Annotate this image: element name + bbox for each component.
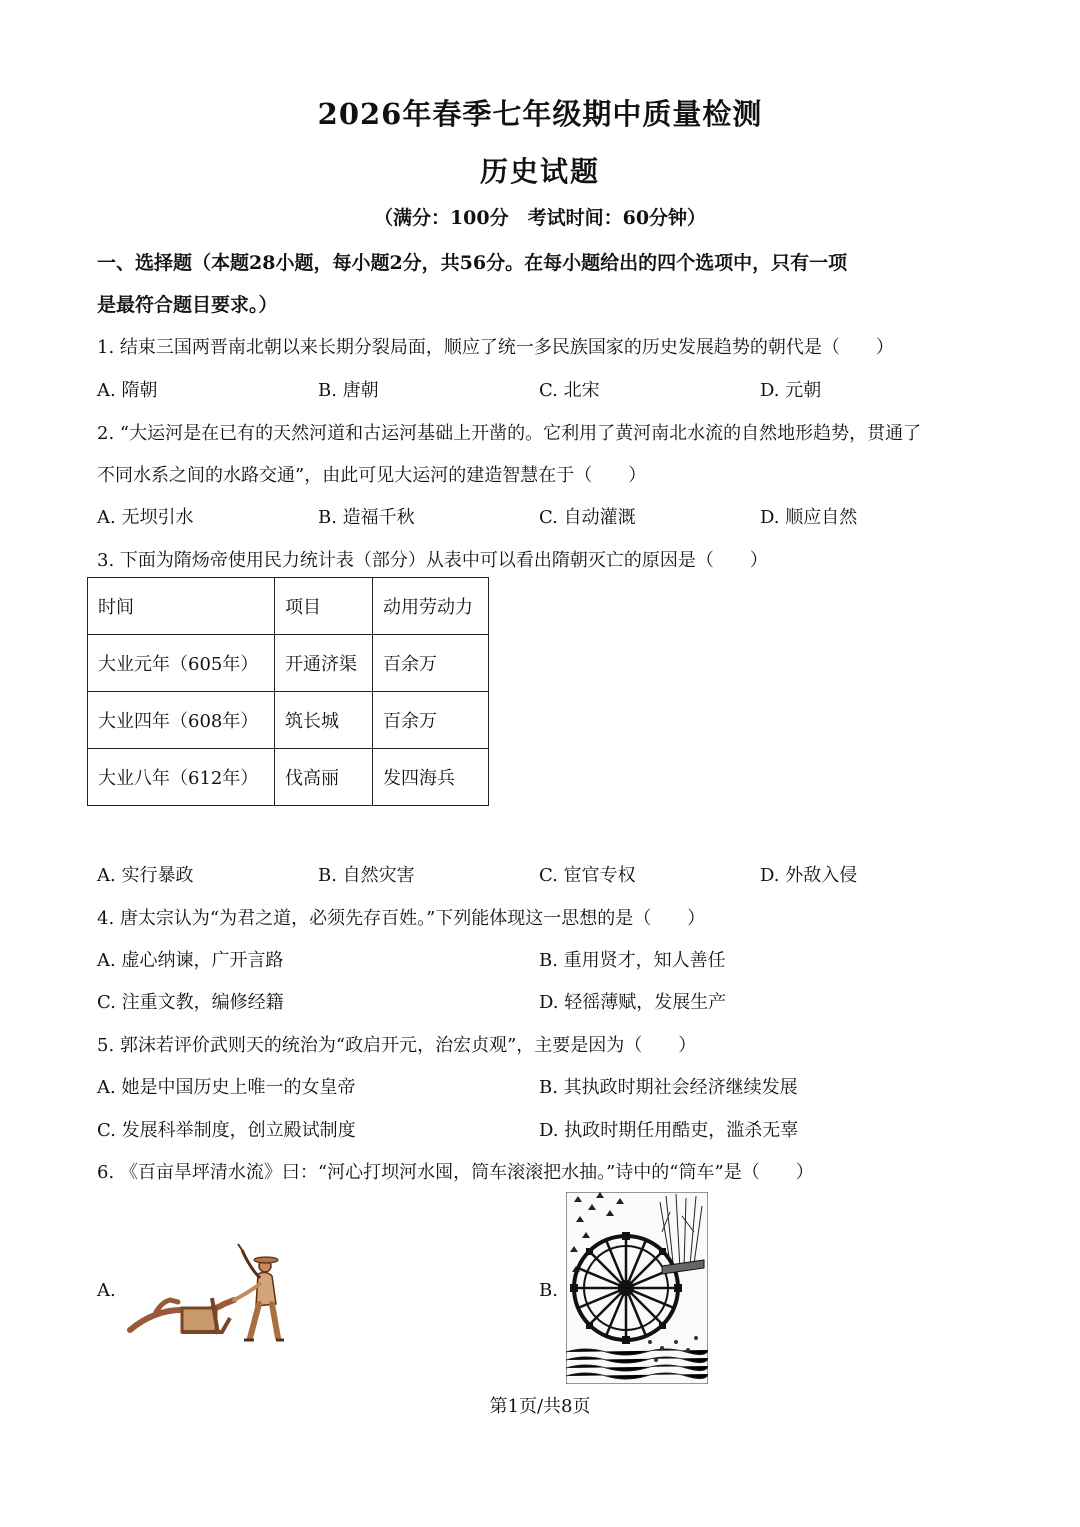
q3-option-c[interactable]: C. 宦官专权	[539, 865, 636, 886]
q6-option-a[interactable]: A.	[97, 1280, 116, 1301]
q2-option-a[interactable]: A. 无坝引水	[97, 507, 194, 528]
q4-option-c[interactable]: C. 注重文教，编修经籍	[97, 992, 284, 1013]
question-4-stem: 4. 唐太宗认为“为君之道，必须先存百姓。”下列能体现这一思想的是（ ）	[97, 908, 706, 929]
table-row	[88, 635, 489, 692]
table-cell: 大业元年（605年）	[88, 635, 275, 692]
question-6-stem: 6. 《百亩旱坪清水流》曰：“河心打坝河水囤，筒车滚滚把水抽。”诗中的“筒车”是（ ）	[97, 1162, 814, 1183]
table-header-row	[88, 578, 489, 635]
q2-option-b[interactable]: B. 造福千秋	[318, 507, 415, 528]
q1-option-d[interactable]: D. 元朝	[760, 380, 822, 401]
table-row	[88, 749, 489, 806]
section-heading-line1: 一、选择题（本题28小题，每小题2分，共56分。在每小题给出的四个选项中，只有一项	[97, 252, 848, 274]
table-header-cell: 动用劳动力	[373, 578, 489, 635]
table-cell: 百余万	[373, 635, 489, 692]
table-cell: 开通济渠	[275, 635, 373, 692]
labor-statistics-table	[87, 577, 489, 806]
table-header-cell: 项目	[275, 578, 373, 635]
q6-option-b[interactable]: B.	[539, 1280, 558, 1301]
q5-option-c[interactable]: C. 发展科举制度，创立殿试制度	[97, 1120, 356, 1141]
question-2-stem-line1: 2. “大运河是在已有的天然河道和古运河基础上开凿的。它利用了黄河南北水流的自然地形趋势，贯通了	[97, 423, 922, 444]
subject-title: 历史试题	[479, 155, 600, 188]
page-footer: 第1页/共8页	[489, 1396, 591, 1417]
table-header-cell: 时间	[88, 578, 275, 635]
table-cell: 百余万	[373, 692, 489, 749]
q3-option-d[interactable]: D. 外敌入侵	[760, 865, 858, 886]
table-cell: 伐高丽	[275, 749, 373, 806]
q3-option-a[interactable]: A. 实行暴政	[97, 865, 194, 886]
question-2-stem-line2: 不同水系之间的水路交通”，由此可见大运河的建造智慧在于（ ）	[97, 465, 647, 486]
question-1-stem: 1. 结束三国两晋南北朝以来长期分裂局面，顺应了统一多民族国家的历史发展趋势的朝代是（ ）	[97, 337, 894, 358]
q2-option-d[interactable]: D. 顺应自然	[760, 507, 858, 528]
q5-option-b[interactable]: B. 其执政时期社会经济继续发展	[539, 1077, 798, 1098]
q3-option-b[interactable]: B. 自然灾害	[318, 865, 415, 886]
exam-title: 2026年春季七年级期中质量检测	[317, 97, 763, 131]
q2-option-c[interactable]: C. 自动灌溉	[539, 507, 636, 528]
table-cell: 大业八年（612年）	[88, 749, 275, 806]
table-row	[88, 692, 489, 749]
q1-option-c[interactable]: C. 北宋	[539, 380, 600, 401]
plough-illustration[interactable]	[126, 1238, 286, 1352]
q5-option-a[interactable]: A. 她是中国历史上唯一的女皇帝	[97, 1077, 356, 1098]
question-3-stem: 3. 下面为隋炀帝使用民力统计表（部分）从表中可以看出隋朝灭亡的原因是（ ）	[97, 550, 768, 571]
q4-option-b[interactable]: B. 重用贤才，知人善任	[539, 950, 726, 971]
question-5-stem: 5. 郭沫若评价武则天的统治为“政启开元，治宏贞观”，主要是因为（ ）	[97, 1035, 697, 1056]
exam-meta: （满分：100分 考试时间：60分钟）	[373, 207, 707, 229]
table-cell: 发四海兵	[373, 749, 489, 806]
q1-option-b[interactable]: B. 唐朝	[318, 380, 379, 401]
q4-option-a[interactable]: A. 虚心纳谏，广开言路	[97, 950, 284, 971]
q5-option-d[interactable]: D. 执政时期任用酷吏，滥杀无辜	[539, 1120, 799, 1141]
table-cell: 筑长城	[275, 692, 373, 749]
section-heading-line2: 是最符合题目要求。）	[97, 294, 278, 316]
table-cell: 大业四年（608年）	[88, 692, 275, 749]
waterwheel-illustration[interactable]	[566, 1192, 708, 1388]
q4-option-d[interactable]: D. 轻徭薄赋，发展生产	[539, 992, 727, 1013]
q1-option-a[interactable]: A. 隋朝	[97, 380, 158, 401]
